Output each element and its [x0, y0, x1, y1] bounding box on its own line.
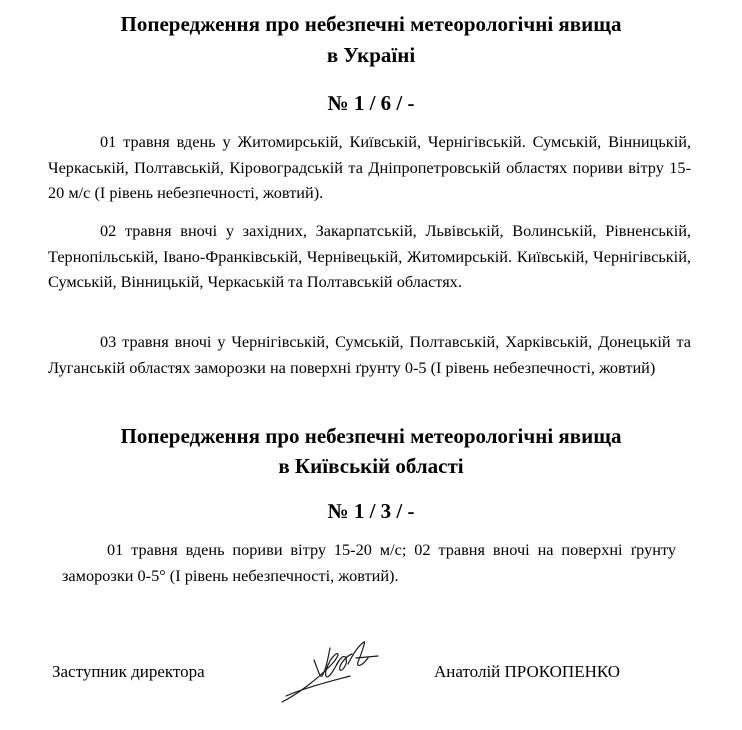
kyiv-warning-number: № 1 / 3 / -: [327, 499, 415, 523]
signatory-position: Заступник директора: [52, 662, 205, 681]
ukraine-warning-title-line2: в Україні: [326, 43, 416, 67]
ukraine-warning-paragraph-1: 01 травня вдень у Житомирській, Київській, Чернігівській. Сумській, Вінницькій, Черкаській, Полтавській, Кіровоградській та Дніпропетровській областях пориви вітру 15-20 м/с (І рівень небезпечності, жовтий).: [48, 132, 691, 202]
ukraine-warning-number: № 1 / 6 / -: [327, 91, 415, 115]
kyiv-warning-paragraph: 01 травня вдень пориви вітру 15-20 м/с; 02 травня вночі на поверхні ґрунту заморозки 0-5° (І рівень небезпечності, жовтий).: [62, 540, 676, 585]
kyiv-warning-title-line1: Попередження про небезпечні метеорологічні явища: [120, 424, 622, 448]
ukraine-warning-paragraph-3: 03 травня вночі у Чернігівській, Сумській, Полтавській, Харківській, Донецькій та Луганській областях заморозки на поверхні ґрунту 0-5 (І рівень небезпечності, жовтий): [48, 332, 691, 377]
signatory-name: Анатолій ПРОКОПЕНКО: [434, 662, 621, 681]
handwritten-signature: [278, 636, 388, 706]
signature-block: [0, 636, 742, 716]
ukraine-warning-title-line1: Попередження про небезпечні метеорологічні явища: [120, 12, 622, 36]
ukraine-warning-paragraph-2: 02 травня вночі у західних, Закарпатській, Львівській, Волинській, Рівненській, Тернопільській, Івано-Франківській, Чернівецькій, Житомирській. Київській, Чернігівській, Сумській, Вінницькій, Черкаській та Полтавській областях.: [48, 221, 691, 291]
kyiv-warning-title-line2: в Київській області: [278, 454, 464, 478]
